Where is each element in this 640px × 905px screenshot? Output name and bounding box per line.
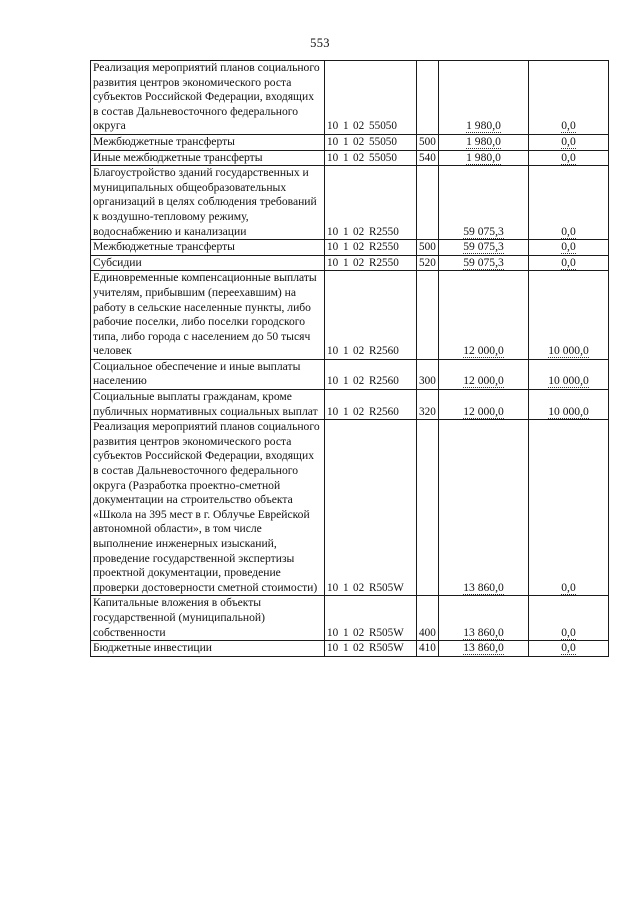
row-sum-1 [439,61,529,135]
code-program: 1 [343,642,349,655]
row-sum-1 [439,240,529,256]
code-subprogram: 02 [353,120,365,133]
code-program: 1 [343,120,349,133]
code-direction: 55050 [369,151,397,164]
row-expense-type [417,61,439,135]
table-row [91,150,609,166]
row-sum-2 [529,61,609,135]
sum-2-value: 10 000,0 [548,374,589,388]
row-name: Субсидии [91,255,325,271]
sum-2-value: 0,0 [561,580,576,594]
code-section: 10 [327,256,339,269]
row-expense-type: 300 [417,359,439,389]
row-sum-2 [529,255,609,271]
row-code [325,240,417,256]
code-section: 10 [327,241,339,254]
row-sum-2 [529,420,609,596]
sum-2-value: 0,0 [561,641,576,655]
code-direction: R2550 [369,225,399,238]
row-sum-2 [529,240,609,256]
row-name: Единовременные компенсационные выплаты учителям, прибывшим (переехавшим) на работу в сельские населенные пункты, либо рабочие поселки, либо поселки городского типа, либо города с населением до 50 тысяч человек [91,271,325,360]
table-row [91,420,609,596]
row-sum-1 [439,134,529,150]
code-subprogram: 02 [353,405,365,418]
sum-2-value: 0,0 [561,224,576,238]
code-section: 10 [327,225,339,238]
row-sum-2 [529,390,609,420]
code-section: 10 [327,626,339,639]
sum-2-value: 0,0 [561,240,576,254]
code-subprogram: 02 [353,581,365,594]
code-direction: R505W [369,642,404,655]
code-program: 1 [343,405,349,418]
row-sum-1 [439,271,529,360]
sum-1-value: 1 980,0 [466,134,501,148]
sum-1-value: 1 980,0 [466,150,501,164]
row-code [325,420,417,596]
sum-2-value: 0,0 [561,119,576,133]
code-program: 1 [343,581,349,594]
row-sum-2 [529,359,609,389]
code-direction: R2560 [369,405,399,418]
sum-1-value: 59 075,3 [463,255,504,269]
code-subprogram: 02 [353,642,365,655]
table-row [91,359,609,389]
code-program: 1 [343,626,349,639]
row-sum-1 [439,166,529,240]
sum-2-value: 0,0 [561,625,576,639]
sum-1-value: 12 000,0 [463,374,504,388]
code-program: 1 [343,375,349,388]
table-row [91,255,609,271]
code-subprogram: 02 [353,256,365,269]
row-expense-type: 410 [417,641,439,657]
budget-table-body [91,61,609,657]
sum-1-value: 1 980,0 [466,119,501,133]
sum-1-value: 59 075,3 [463,240,504,254]
code-program: 1 [343,225,349,238]
sum-2-value: 0,0 [561,150,576,164]
table-row [91,61,609,135]
sum-2-value: 0,0 [561,134,576,148]
row-code [325,255,417,271]
sum-2-value: 0,0 [561,255,576,269]
row-code [325,166,417,240]
code-direction: R2560 [369,345,399,358]
sum-1-value: 59 075,3 [463,224,504,238]
code-direction: R2550 [369,241,399,254]
row-name: Социальное обеспечение и иные выплаты населению [91,359,325,389]
code-subprogram: 02 [353,225,365,238]
row-expense-type: 320 [417,390,439,420]
code-section: 10 [327,135,339,148]
row-expense-type [417,420,439,596]
code-section: 10 [327,581,339,594]
code-direction: R2560 [369,375,399,388]
row-expense-type: 400 [417,596,439,641]
table-row [91,134,609,150]
row-sum-2 [529,641,609,657]
code-program: 1 [343,151,349,164]
row-expense-type: 500 [417,240,439,256]
row-expense-type: 540 [417,150,439,166]
sum-2-value: 10 000,0 [548,344,589,358]
code-direction: 55050 [369,135,397,148]
budget-table [90,60,609,657]
table-row [91,240,609,256]
code-section: 10 [327,151,339,164]
table-row [91,271,609,360]
row-expense-type [417,166,439,240]
row-expense-type [417,271,439,360]
code-subprogram: 02 [353,135,365,148]
code-section: 10 [327,405,339,418]
row-name: Иные межбюджетные трансферты [91,150,325,166]
code-direction: R2550 [369,256,399,269]
code-subprogram: 02 [353,241,365,254]
code-subprogram: 02 [353,345,365,358]
row-expense-type: 500 [417,134,439,150]
row-name: Межбюджетные трансферты [91,134,325,150]
table-row [91,166,609,240]
code-section: 10 [327,345,339,358]
row-sum-2 [529,271,609,360]
row-code [325,641,417,657]
row-sum-2 [529,596,609,641]
sum-1-value: 13 860,0 [463,580,504,594]
code-direction: R505W [369,626,404,639]
code-subprogram: 02 [353,626,365,639]
code-subprogram: 02 [353,375,365,388]
row-sum-1 [439,390,529,420]
row-sum-1 [439,359,529,389]
code-section: 10 [327,642,339,655]
page-number: 553 [310,36,330,50]
sum-1-value: 13 860,0 [463,641,504,655]
row-code [325,61,417,135]
table-row [91,596,609,641]
row-code [325,390,417,420]
row-sum-2 [529,134,609,150]
row-name: Благоустройство зданий государственных и муниципальных общеобразовательных организаций в целях соблюдения требований к воздушно-тепловому режиму, водоснабжению и канализации [91,166,325,240]
row-code [325,150,417,166]
table-row [91,641,609,657]
row-expense-type: 520 [417,255,439,271]
code-section: 10 [327,120,339,133]
row-sum-2 [529,166,609,240]
row-name: Бюджетные инвестиции [91,641,325,657]
row-sum-1 [439,150,529,166]
sum-1-value: 12 000,0 [463,344,504,358]
sum-1-value: 12 000,0 [463,404,504,418]
code-program: 1 [343,135,349,148]
code-subprogram: 02 [353,151,365,164]
row-code [325,596,417,641]
row-sum-1 [439,596,529,641]
row-name: Реализация мероприятий планов социального развития центров экономического роста субъектов Российской Федерации, входящих в состав Дальневосточного федерального округа [91,61,325,135]
code-section: 10 [327,375,339,388]
row-name: Реализация мероприятий планов социального развития центров экономического роста субъектов Российской Федерации, входящих в состав Дальневосточного федерального округа (Разработка проектно-сметной документации на строительство объекта «Школа на 395 мест в г. Облучье Еврейской автономной области», в том числе выполнение инженерных изысканий, проведение государственной экспертизы проектной документации, проведение проверки достоверности сметной стоимости) [91,420,325,596]
code-direction: 55050 [369,120,397,133]
row-name: Социальные выплаты гражданам, кроме публичных нормативных социальных выплат [91,390,325,420]
row-code [325,359,417,389]
code-program: 1 [343,256,349,269]
sum-1-value: 13 860,0 [463,625,504,639]
table-row [91,390,609,420]
row-name: Межбюджетные трансферты [91,240,325,256]
row-sum-1 [439,641,529,657]
row-sum-1 [439,255,529,271]
row-sum-1 [439,420,529,596]
row-code [325,134,417,150]
row-sum-2 [529,150,609,166]
code-program: 1 [343,345,349,358]
row-code [325,271,417,360]
code-program: 1 [343,241,349,254]
row-name: Капитальные вложения в объекты государственной (муниципальной) собственности [91,596,325,641]
sum-2-value: 10 000,0 [548,404,589,418]
code-direction: R505W [369,581,404,594]
